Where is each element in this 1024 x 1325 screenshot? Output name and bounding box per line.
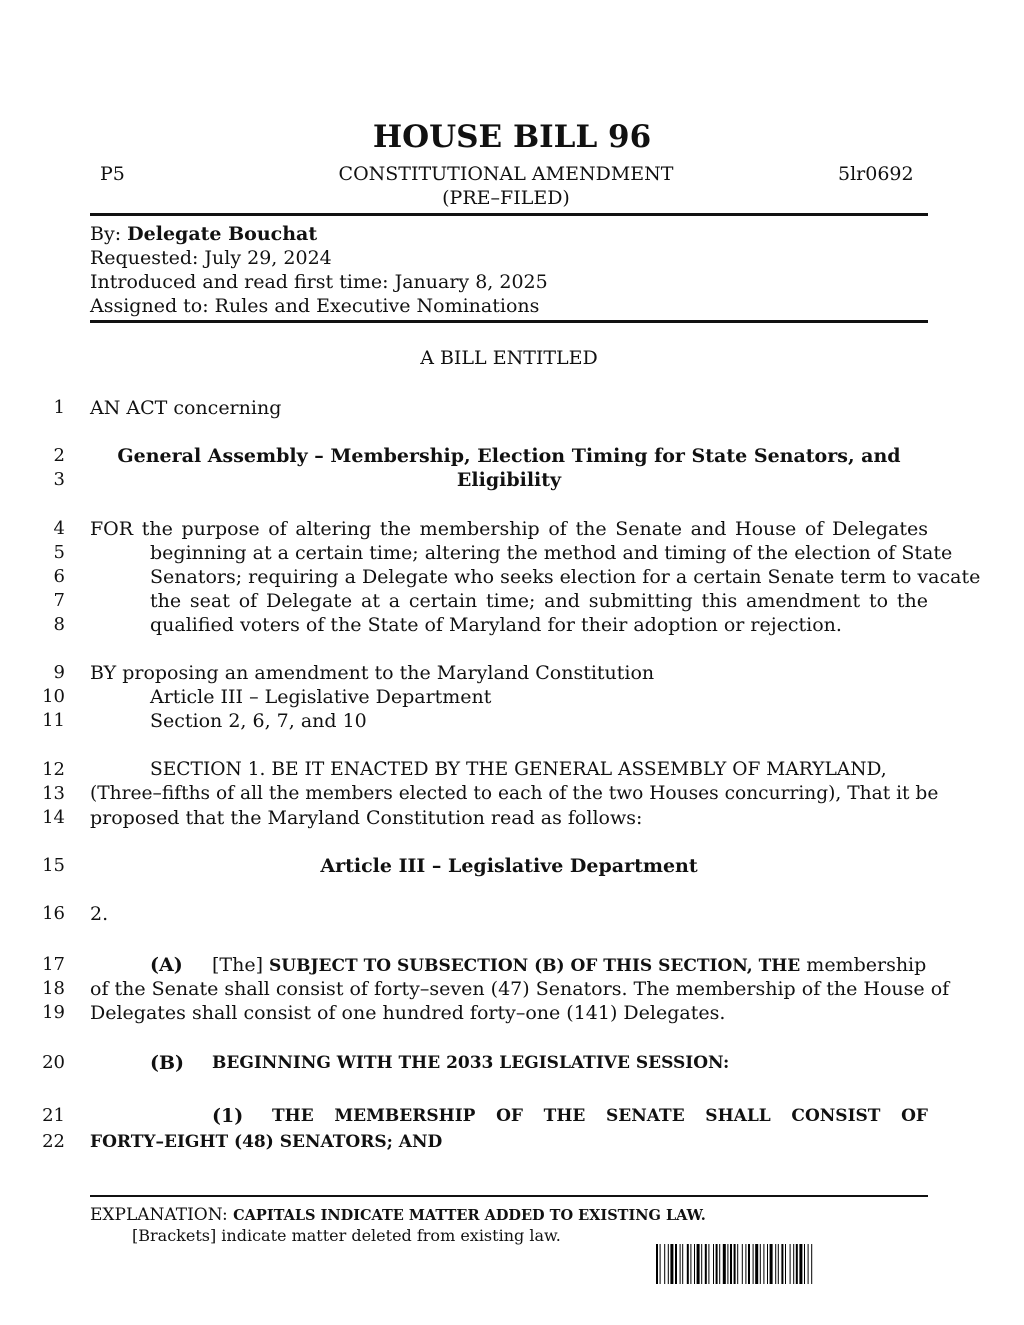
article-heading: Article III – Legislative Department [320, 855, 698, 877]
footer-rule [90, 1195, 928, 1197]
explanation-caps: CAPITALS INDICATE MATTER ADDED TO EXISTING LAW. [233, 1207, 706, 1224]
added-caps-text: FORTY–EIGHT (48) SENATORS; AND [90, 1132, 443, 1152]
brackets-label: [Brackets] [132, 1226, 217, 1245]
prefiled-label: (PRE–FILED) [442, 187, 570, 209]
by-label: By: [90, 223, 122, 245]
purpose-line: the seat of Delegate at a certain time; and submitting this amendment to the [150, 590, 928, 612]
line-number: 2 [53, 445, 65, 466]
line-number: 14 [42, 807, 65, 828]
introduced-date: Introduced and read first time: January 8, 2025 [90, 271, 548, 293]
explanation-label: EXPLANATION: [90, 1205, 228, 1225]
item-1-label: (1) [212, 1105, 244, 1127]
purpose-line: beginning at a certain time; altering the method and timing of the election of State [150, 542, 953, 564]
added-caps-text: THE MEMBERSHIP OF THE SENATE SHALL CONSIST OF [272, 1106, 928, 1126]
subsection-b-label: (B) [150, 1052, 185, 1074]
body-line: of the Senate shall consist of forty–seven (47) Senators. The membership of the House of [90, 978, 950, 1000]
line-number: 6 [53, 566, 65, 587]
deleted-bracket-text: [The] [212, 954, 263, 976]
bill-subject-line-2: Eligibility [456, 469, 562, 491]
line-17-rest: membership [806, 954, 927, 976]
line-number: 15 [42, 855, 65, 876]
purpose-line: qualified voters of the State of Maryland for their adoption or rejection. [150, 614, 842, 636]
line-number: 21 [42, 1105, 65, 1126]
explanation-line [90, 1204, 706, 1227]
line-number: 13 [42, 783, 65, 804]
article-reference: Article III – Legislative Department [150, 686, 492, 708]
sponsor-line [90, 222, 317, 246]
act-concerning: AN ACT concerning [90, 397, 282, 419]
added-caps-text: SUBJECT TO SUBSECTION (B) OF THIS SECTION, THE [269, 956, 801, 976]
line-number: 20 [42, 1052, 65, 1073]
purpose-line: Senators; requiring a Delegate who seeks election for a certain Senate term to vacate [150, 566, 981, 588]
barcode-icon [656, 1244, 904, 1284]
line-number: 17 [42, 954, 65, 975]
line-number: 9 [53, 662, 65, 683]
line-number: 11 [42, 710, 65, 731]
line-number: 16 [42, 903, 65, 924]
sponsor-rule [90, 320, 928, 323]
line-number: 5 [53, 542, 65, 563]
code-left: P5 [100, 163, 125, 185]
subsection-a-label: (A) [150, 954, 183, 976]
purpose-line: FOR the purpose of altering the membership of the Senate and House of Delegates [90, 518, 928, 540]
assigned-committee: Assigned to: Rules and Executive Nominations [90, 295, 540, 317]
body-line: Delegates shall consist of one hundred forty–one (141) Delegates. [90, 1002, 726, 1024]
bill-type: CONSTITUTIONAL AMENDMENT [338, 163, 674, 185]
bill-entitled: A BILL ENTITLED [420, 347, 598, 369]
bill-title: HOUSE BILL 96 [372, 119, 652, 155]
brackets-line [132, 1226, 561, 1246]
sponsor-name: Delegate Bouchat [127, 223, 318, 245]
line-number: 8 [53, 614, 65, 635]
header-rule [90, 213, 928, 216]
line-number: 10 [42, 686, 65, 707]
section-reference: Section 2, 6, 7, and 10 [150, 710, 367, 732]
line-number: 4 [53, 518, 65, 539]
line-number: 22 [42, 1131, 65, 1152]
line-number: 18 [42, 978, 65, 999]
added-caps-text: BEGINNING WITH THE 2033 LEGISLATIVE SESSION: [212, 1053, 730, 1073]
line-number: 7 [53, 590, 65, 611]
line-17-text [212, 953, 926, 978]
enacting-clause: proposed that the Maryland Constitution read as follows: [90, 807, 643, 829]
brackets-rest: indicate matter deleted from existing law. [221, 1226, 561, 1245]
line-number: 1 [53, 397, 65, 418]
code-right: 5lr0692 [838, 163, 914, 185]
line-number: 19 [42, 1002, 65, 1023]
enacting-clause: SECTION 1. BE IT ENACTED BY THE GENERAL ASSEMBLY OF MARYLAND, [150, 759, 887, 780]
line-number: 3 [53, 469, 65, 490]
requested-date: Requested: July 29, 2024 [90, 247, 332, 269]
enacting-clause: (Three–fifths of all the members elected to each of the two Houses concurring), That it be [90, 783, 939, 804]
proposing-line: BY proposing an amendment to the Maryland Constitution [90, 662, 655, 684]
bill-subject-line-1: General Assembly – Membership, Election Timing for State Senators, and [117, 445, 901, 467]
section-number: 2. [90, 903, 109, 925]
line-number: 12 [42, 759, 65, 780]
